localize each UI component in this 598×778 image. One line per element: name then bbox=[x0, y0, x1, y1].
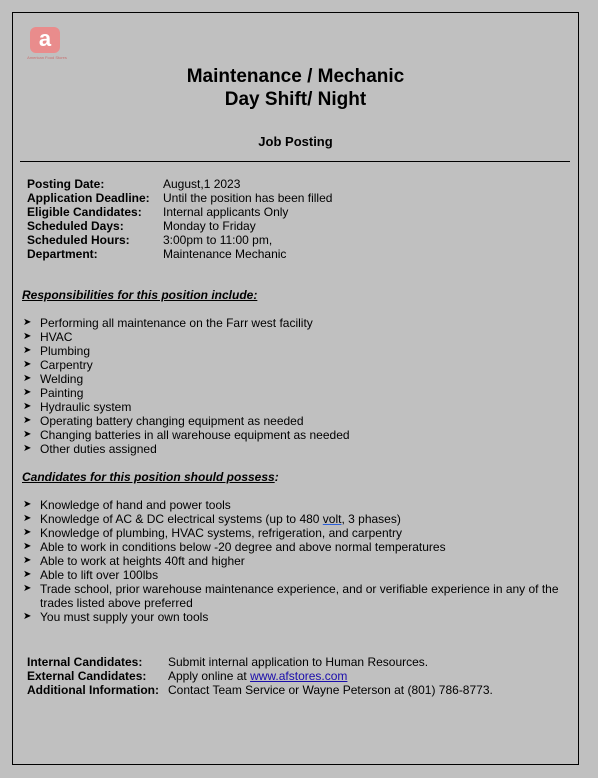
arrow-bullet-icon: ➤ bbox=[23, 569, 32, 580]
list-item bbox=[23, 568, 573, 582]
detail-value: August,1 2023 bbox=[163, 177, 241, 191]
candidates-heading-text: Candidates for this position should possess bbox=[22, 470, 275, 484]
contact-value: Contact Team Service or Wayne Peterson at (801) 786-8773. bbox=[168, 683, 493, 697]
list-item bbox=[23, 610, 573, 624]
logo-caption: American Food Stores bbox=[27, 55, 67, 60]
arrow-bullet-icon: ➤ bbox=[23, 345, 32, 356]
list-item-text: Hydraulic system bbox=[40, 400, 132, 414]
list-item bbox=[23, 582, 573, 610]
arrow-bullet-icon: ➤ bbox=[23, 317, 32, 328]
list-item-text: Knowledge of hand and power tools bbox=[40, 498, 231, 512]
detail-value: Internal applicants Only bbox=[163, 205, 289, 219]
arrow-bullet-icon: ➤ bbox=[23, 359, 32, 370]
contact-row bbox=[27, 669, 493, 683]
contact-prefix: Apply online at bbox=[168, 669, 251, 683]
list-item bbox=[23, 372, 573, 386]
detail-label: Department: bbox=[27, 247, 98, 261]
list-item-text: Other duties assigned bbox=[40, 442, 157, 456]
list-item bbox=[23, 540, 573, 554]
detail-label: Scheduled Days: bbox=[27, 219, 124, 233]
detail-row bbox=[27, 191, 332, 205]
contact-row bbox=[27, 683, 493, 697]
detail-row bbox=[27, 233, 332, 247]
afstores-link[interactable]: www.afstores.com bbox=[250, 669, 348, 683]
list-item bbox=[23, 386, 573, 400]
responsibilities-heading: Responsibilities for this position include: bbox=[22, 288, 258, 302]
list-item bbox=[23, 428, 573, 442]
detail-value: Monday to Friday bbox=[163, 219, 256, 233]
list-item-text: Trade school, prior warehouse maintenance experience, and or verifiable experience in any of the trades listed above preferred bbox=[40, 582, 559, 610]
arrow-bullet-icon: ➤ bbox=[23, 513, 32, 524]
detail-label: Application Deadline: bbox=[27, 191, 150, 205]
posting-title-line-1: Maintenance / Mechanic bbox=[186, 66, 405, 87]
detail-row bbox=[27, 177, 332, 191]
arrow-bullet-icon: ➤ bbox=[23, 527, 32, 538]
list-item bbox=[23, 526, 573, 540]
list-item-text: Changing batteries in all warehouse equipment as needed bbox=[40, 428, 350, 442]
contact-row bbox=[27, 655, 493, 669]
arrow-bullet-icon: ➤ bbox=[23, 387, 32, 398]
arrow-bullet-icon: ➤ bbox=[23, 429, 32, 440]
list-item-text: Operating battery changing equipment as needed bbox=[40, 414, 304, 428]
list-item bbox=[23, 512, 573, 526]
arrow-bullet-icon: ➤ bbox=[23, 443, 32, 454]
list-item bbox=[23, 414, 573, 428]
posting-details bbox=[27, 177, 332, 261]
qualifications-list bbox=[23, 498, 573, 624]
responsibilities-list bbox=[23, 316, 573, 456]
detail-value: 3:00pm to 11:00 pm, bbox=[163, 233, 273, 247]
detail-label: Scheduled Hours: bbox=[27, 233, 130, 247]
detail-label: Posting Date: bbox=[27, 177, 105, 191]
arrow-bullet-icon: ➤ bbox=[23, 541, 32, 552]
list-item-text: You must supply your own tools bbox=[40, 610, 209, 624]
spellcheck-word: volt bbox=[322, 512, 342, 526]
detail-value: Until the position has been filled bbox=[163, 191, 333, 205]
list-item-text: Welding bbox=[40, 372, 84, 386]
arrow-bullet-icon: ➤ bbox=[23, 415, 32, 426]
list-item-text: Performing all maintenance on the Farr west facility bbox=[40, 316, 313, 330]
candidates-heading bbox=[22, 470, 279, 484]
arrow-bullet-icon: ➤ bbox=[23, 583, 32, 594]
detail-row bbox=[27, 205, 332, 219]
list-item-text: Able to work in conditions below -20 degree and above normal temperatures bbox=[40, 540, 446, 554]
divider bbox=[20, 161, 570, 162]
list-item-text: Able to lift over 100lbs bbox=[40, 568, 159, 582]
contact-label: Internal Candidates: bbox=[27, 655, 143, 669]
list-item bbox=[23, 316, 573, 330]
arrow-bullet-icon: ➤ bbox=[23, 401, 32, 412]
arrow-bullet-icon: ➤ bbox=[23, 499, 32, 510]
list-item bbox=[23, 330, 573, 344]
detail-value: Maintenance Mechanic bbox=[163, 247, 287, 261]
list-item bbox=[23, 400, 573, 414]
posting-subtitle: Job Posting bbox=[258, 134, 333, 149]
list-item-text: HVAC bbox=[40, 330, 73, 344]
list-item-text: Carpentry bbox=[40, 358, 93, 372]
posting-title-line-2: Day Shift/ Night bbox=[224, 89, 367, 110]
list-item bbox=[23, 358, 573, 372]
list-item-text: Able to work at heights 40ft and higher bbox=[40, 554, 245, 568]
logo-letter: a bbox=[38, 25, 52, 51]
list-item-text: Knowledge of plumbing, HVAC systems, refrigeration, and carpentry bbox=[40, 526, 402, 540]
contact-label: Additional Information: bbox=[27, 683, 159, 697]
detail-row bbox=[27, 219, 332, 233]
candidates-heading-colon: : bbox=[274, 470, 279, 484]
detail-row bbox=[27, 247, 332, 261]
arrow-bullet-icon: ➤ bbox=[23, 555, 32, 566]
arrow-bullet-icon: ➤ bbox=[23, 611, 32, 622]
detail-label: Eligible Candidates: bbox=[27, 205, 142, 219]
contact-label: External Candidates: bbox=[27, 669, 147, 683]
contact-value: Submit internal application to Human Resources. bbox=[168, 655, 429, 669]
arrow-bullet-icon: ➤ bbox=[23, 331, 32, 342]
job-posting-page bbox=[12, 12, 579, 765]
list-item bbox=[23, 498, 573, 512]
company-logo bbox=[30, 27, 60, 53]
list-item bbox=[23, 442, 573, 456]
list-item-text: Plumbing bbox=[40, 344, 91, 358]
list-item bbox=[23, 344, 573, 358]
list-item-text: Painting bbox=[40, 386, 84, 400]
arrow-bullet-icon: ➤ bbox=[23, 373, 32, 384]
list-item-text-after: , 3 phases) bbox=[341, 512, 401, 526]
list-item bbox=[23, 554, 573, 568]
list-item-text-before: Knowledge of AC & DC electrical systems (up to 480 bbox=[40, 512, 323, 526]
contact-info bbox=[27, 655, 493, 697]
